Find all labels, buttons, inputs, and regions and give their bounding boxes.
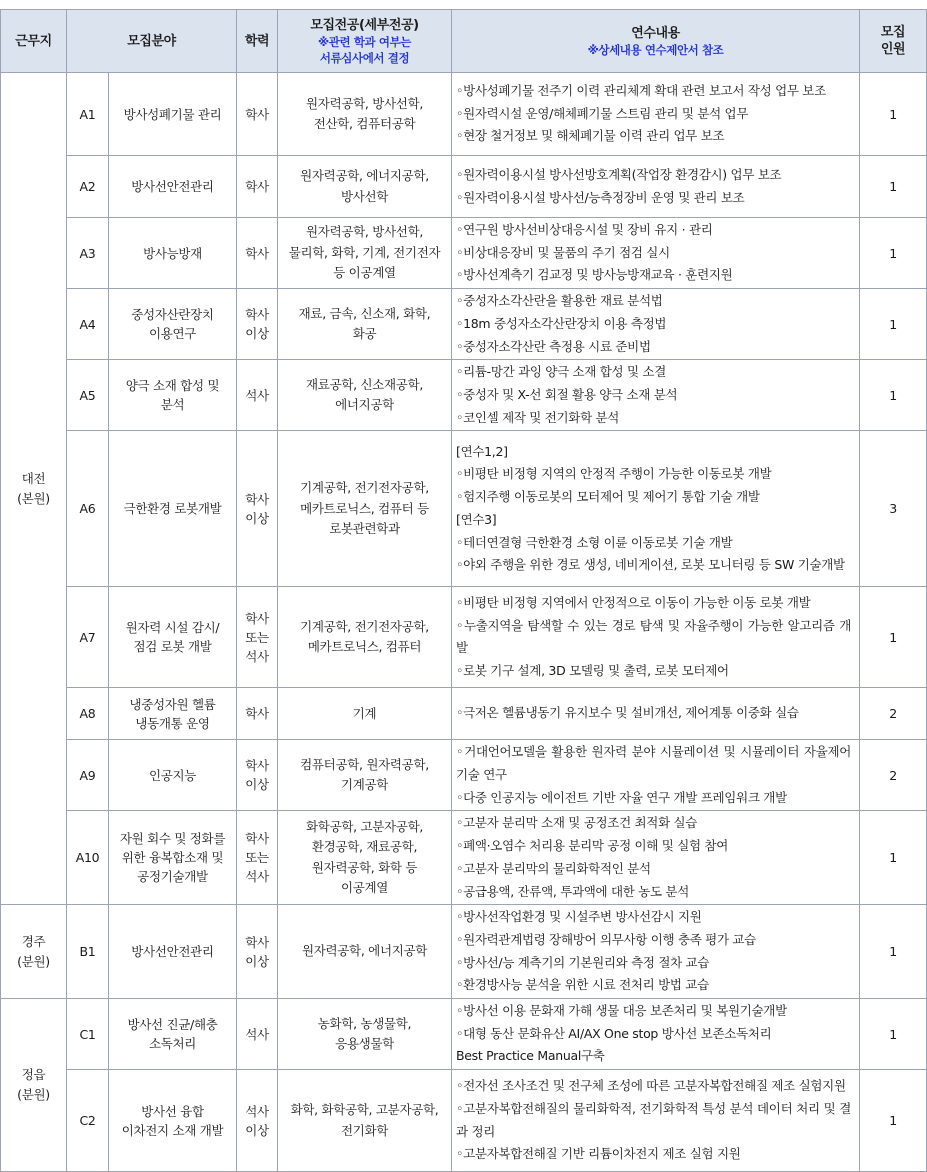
- field-code: C1: [67, 999, 109, 1070]
- cell-line: 학사: [245, 934, 269, 950]
- content-cell: [452, 156, 860, 218]
- cell-line: 석사: [245, 387, 269, 403]
- count-cell: 1: [860, 289, 927, 360]
- cell-line: 메카트로닉스, 컴퓨터 등: [300, 500, 429, 516]
- count-cell: 2: [860, 688, 927, 740]
- cell-line: 기계공학, 전기전자공학,: [300, 618, 429, 634]
- count-cell: 1: [860, 905, 927, 999]
- content-cell: [452, 289, 860, 360]
- cell-line: 이상: [245, 777, 269, 793]
- cell-line: 양극 소재 합성 및: [125, 378, 220, 394]
- header-major-title: 모집전공(세부전공): [310, 17, 419, 33]
- cell-line: 방사선 진균/해충: [127, 1017, 218, 1033]
- cell-line: ◦중성자 및 X-선 회절 활용 양극 소재 분석: [456, 386, 678, 402]
- location-type: (분원): [17, 1087, 50, 1103]
- cell-line: ◦공급용액, 잔류액, 투과액에 대한 농도 분석: [456, 883, 689, 899]
- field-name: [109, 811, 237, 905]
- major-cell: [278, 431, 452, 587]
- cell-line: 방사선안전관리: [131, 944, 214, 960]
- degree-cell: [237, 156, 278, 218]
- degree-cell: [237, 360, 278, 431]
- content-cell: [452, 218, 860, 289]
- table-row: [1, 360, 927, 431]
- field-name: [109, 587, 237, 688]
- cell-line: ◦로봇 기구 설계, 3D 모델링 및 출력, 로봇 모터제어: [456, 663, 729, 679]
- cell-line: ◦험지주행 이동로봇의 모터제어 및 제어기 통합 기술 개발: [456, 489, 760, 505]
- location-type: (분원): [17, 953, 50, 969]
- field-name: [109, 360, 237, 431]
- content-cell: [452, 587, 860, 688]
- degree-cell: [237, 905, 278, 999]
- cell-line: 중성자산란장치: [131, 307, 214, 323]
- major-cell: [278, 688, 452, 740]
- major-cell: [278, 360, 452, 431]
- cell-line: 원자력공학, 에너지공학,: [300, 168, 429, 183]
- cell-line: 학사: [245, 491, 269, 507]
- field-code: A9: [67, 740, 109, 811]
- table-row: [1, 688, 927, 740]
- cell-line: 응용생물학: [335, 1036, 394, 1052]
- cell-line: ◦환경방사능 분석을 위한 시료 전처리 방법 교습: [456, 977, 709, 993]
- cell-line: 기계: [352, 705, 377, 721]
- cell-line: 분석: [160, 397, 185, 413]
- field-code: A2: [67, 156, 109, 218]
- cell-line: 화공: [352, 326, 377, 342]
- field-code: A7: [67, 587, 109, 688]
- cell-line: ◦고분자 분리막의 물리화학적인 분석: [456, 860, 651, 876]
- table-row: [1, 156, 927, 218]
- cell-line: ◦원자력시설 운영/해체폐기물 스트림 관리 및 분석 업무: [456, 105, 749, 121]
- cell-line: ◦비평탄 비정형 지역에서 안정적으로 이동이 가능한 이동 로봇 개발: [456, 594, 811, 610]
- cell-line: 학사: [245, 831, 269, 847]
- cell-line: [연수1,2]: [456, 443, 508, 459]
- degree-cell: [237, 73, 278, 156]
- field-code: A1: [67, 73, 109, 156]
- cell-line: [연수3]: [456, 511, 497, 527]
- content-cell: [452, 1070, 860, 1172]
- major-cell: [278, 73, 452, 156]
- count-cell: 1: [860, 999, 927, 1070]
- header-field: 모집분야: [67, 10, 237, 73]
- header-location: 근무지: [1, 10, 67, 73]
- cell-line: 냉중성자원 헬륨: [129, 696, 216, 712]
- field-name: [109, 73, 237, 156]
- cell-line: ◦18m 중성자소각산란장치 이용 측정법: [456, 315, 667, 331]
- cell-line: 석사: [245, 648, 269, 664]
- cell-line: ◦폐액·오염수 처리용 분리막 공정 이해 및 실험 참여: [456, 838, 728, 854]
- table-row: [1, 905, 927, 999]
- field-name: [109, 218, 237, 289]
- cell-line: 석사: [245, 1103, 269, 1119]
- cell-line: 메카트로닉스, 컴퓨터: [307, 639, 422, 655]
- cell-line: 물리학, 화학, 기계, 전기전자: [288, 244, 441, 260]
- location-name: 경주: [21, 933, 46, 949]
- major-cell: [278, 811, 452, 905]
- content-cell: [452, 999, 860, 1070]
- major-cell: [278, 905, 452, 999]
- cell-line: ◦원자력이용시설 방사선방호계획(작업장 환경감시) 업무 보조: [456, 166, 782, 182]
- field-code: A8: [67, 688, 109, 740]
- major-cell: [278, 156, 452, 218]
- cell-line: 농화학, 농생물학,: [317, 1015, 412, 1031]
- field-code: A5: [67, 360, 109, 431]
- header-count-line: 인원: [880, 42, 906, 57]
- count-cell: 1: [860, 360, 927, 431]
- cell-line: ◦리튬-망간 과잉 양극 소재 합성 및 소결: [456, 364, 666, 380]
- table-body: [1, 73, 927, 1172]
- cell-line: 학사: [245, 610, 269, 626]
- table-row: [1, 431, 927, 587]
- cell-line: 원자력공학, 화학 등: [311, 859, 418, 875]
- major-cell: [278, 999, 452, 1070]
- content-cell: [452, 688, 860, 740]
- major-cell: [278, 289, 452, 360]
- cell-line: ◦고분자복합전해질의 물리화학적, 전기화학적 특성 분석 데이터 처리 및 결과 정리: [456, 1100, 852, 1139]
- location-name: 정읍: [21, 1067, 46, 1083]
- cell-line: 화학공학, 고분자공학,: [306, 818, 424, 834]
- major-cell: [278, 587, 452, 688]
- header-degree: 학력: [237, 10, 278, 73]
- field-code: B1: [67, 905, 109, 999]
- degree-cell: [237, 740, 278, 811]
- cell-line: Best Practice Manual구축: [456, 1048, 605, 1064]
- degree-cell: [237, 431, 278, 587]
- field-code: A3: [67, 218, 109, 289]
- cell-line: 화학, 화학공학, 고분자공학,: [290, 1102, 439, 1118]
- header-content-title: 연수내용: [631, 25, 680, 41]
- cell-line: 석사: [245, 1026, 269, 1042]
- cell-line: 공정기술개발: [137, 869, 208, 885]
- location-name: 대전: [21, 470, 46, 486]
- location-cell: [1, 73, 67, 905]
- cell-line: ◦원자력관계법령 장해방어 의무사항 이행 충족 평가 교습: [456, 931, 756, 947]
- cell-line: 원자력공학, 방사선학,: [306, 224, 424, 240]
- cell-line: 이용연구: [148, 326, 197, 342]
- table-row: [1, 1070, 927, 1172]
- cell-line: 냉동개통 운영: [135, 715, 210, 731]
- content-cell: [452, 431, 860, 587]
- field-name: [109, 688, 237, 740]
- content-cell: [452, 811, 860, 905]
- field-code: A6: [67, 431, 109, 587]
- cell-line: ◦고분자복합전해질 기반 리튬이차전지 제조 실험 지원: [456, 1146, 741, 1162]
- header-content: [452, 10, 860, 73]
- cell-line: 이상: [245, 510, 269, 526]
- cell-line: 극한환경 로봇개발: [123, 501, 222, 517]
- cell-line: ◦코인셀 제작 및 전기화학 분석: [456, 409, 620, 425]
- cell-line: 학사: [245, 706, 269, 722]
- degree-cell: [237, 218, 278, 289]
- count-cell: 2: [860, 740, 927, 811]
- cell-line: 방사능방재: [143, 245, 202, 261]
- major-cell: [278, 740, 452, 811]
- content-cell: [452, 905, 860, 999]
- cell-line: 이공계열: [340, 880, 389, 896]
- count-cell: 1: [860, 73, 927, 156]
- content-cell: [452, 360, 860, 431]
- cell-line: ◦중성자소각산란을 활용한 재료 분석법: [456, 293, 663, 309]
- cell-line: 재료공학, 신소재공학,: [306, 376, 424, 392]
- major-cell: [278, 1070, 452, 1172]
- field-name: [109, 289, 237, 360]
- cell-line: 학사: [245, 307, 269, 323]
- cell-line: 점검 로봇 개발: [133, 639, 212, 655]
- cell-line: 기계공학: [340, 777, 389, 793]
- count-cell: 1: [860, 1070, 927, 1172]
- cell-line: 학사: [245, 245, 269, 261]
- cell-line: 재료, 금속, 신소재, 화학,: [298, 305, 431, 321]
- table-row: [1, 811, 927, 905]
- cell-line: 석사: [245, 869, 269, 885]
- cell-line: 자원 회수 및 정화를: [119, 831, 226, 847]
- header-major: [278, 10, 452, 73]
- cell-line: ◦거대언어모델을 활용한 원자력 분야 시뮬레이션 및 시뮬레이터 자율제어 기술 연구: [456, 744, 852, 783]
- cell-line: ◦비상대응장비 및 물품의 주기 점검 실시: [456, 244, 670, 260]
- cell-line: 로봇관련학과: [329, 521, 400, 537]
- field-name: [109, 740, 237, 811]
- cell-line: 소독처리: [148, 1036, 197, 1052]
- table-row: [1, 73, 927, 156]
- count-cell: 1: [860, 811, 927, 905]
- field-name: [109, 156, 237, 218]
- cell-line: ◦대형 동산 문화유산 AI/AX One stop 방사선 보존소독처리: [456, 1025, 772, 1041]
- field-code: A4: [67, 289, 109, 360]
- cell-line: 원자력공학, 에너지공학: [301, 943, 428, 959]
- header-content-note: ※상세내용 연수제안서 참조: [587, 42, 724, 57]
- cell-line: ◦누출지역을 탐색할 수 있는 경로 탐색 및 자율주행이 가능한 알고리즘 개발: [456, 617, 852, 656]
- cell-line: ◦고분자 분리막 소재 및 공정조건 최적화 실습: [456, 815, 698, 831]
- cell-line: ◦원자력이용시설 방사선/능측정장비 운영 및 관리 보조: [456, 189, 745, 205]
- content-cell: [452, 73, 860, 156]
- field-code: C2: [67, 1070, 109, 1172]
- cell-line: ◦테더연결형 극한환경 소형 이륜 이동로봇 기술 개발: [456, 534, 733, 550]
- cell-line: 학사: [245, 106, 269, 122]
- cell-line: ◦극저온 헬륨냉동기 유지보수 및 설비개선, 제어계통 이중화 실습: [456, 705, 799, 721]
- major-cell: [278, 218, 452, 289]
- cell-line: 컴퓨터공학, 원자력공학,: [300, 756, 429, 772]
- header-major-note: 서류심사에서 결정: [319, 50, 410, 65]
- cell-line: ◦방사성폐기물 전주기 이력 관리체계 확대 관련 보고서 작성 업무 보조: [456, 82, 826, 98]
- content-cell: [452, 740, 860, 811]
- field-name: [109, 1070, 237, 1172]
- cell-line: 원자력공학, 방사선학,: [306, 95, 424, 111]
- cell-line: 방사선학: [340, 188, 389, 204]
- cell-line: 이차전지 소재 개발: [121, 1122, 224, 1138]
- count-cell: 1: [860, 218, 927, 289]
- cell-line: 또는: [245, 629, 269, 645]
- cell-line: ◦방사선 이용 문화재 가해 생물 대응 보존처리 및 복원기술개발: [456, 1003, 787, 1019]
- cell-line: ◦비평탄 비정형 지역의 안정적 주행이 가능한 이동로봇 개발: [456, 466, 772, 482]
- cell-line: 학사: [245, 179, 269, 194]
- count-cell: 1: [860, 156, 927, 218]
- location-cell: [1, 999, 67, 1172]
- cell-line: 또는: [245, 850, 269, 866]
- cell-line: 기계공학, 전기전자공학,: [300, 480, 429, 496]
- cell-line: ◦현장 철거정보 및 해체폐기물 이력 관리 업무 보조: [456, 128, 725, 144]
- count-cell: 1: [860, 587, 927, 688]
- degree-cell: [237, 811, 278, 905]
- cell-line: 원자력 시설 감시/: [125, 620, 220, 636]
- cell-line: 학사: [245, 758, 269, 774]
- cell-line: 방사선안전관리: [131, 179, 214, 194]
- cell-line: ◦방사선/능 계측기의 기본원리와 측정 절차 교습: [456, 954, 710, 970]
- recruitment-table: [0, 9, 927, 1172]
- count-cell: 3: [860, 431, 927, 587]
- header-row: [1, 10, 927, 73]
- degree-cell: [237, 999, 278, 1070]
- cell-line: ◦중성자소각산란 측정용 시료 준비법: [456, 338, 651, 354]
- cell-line: 방사성폐기물 관리: [123, 106, 222, 122]
- header-count: [860, 10, 927, 73]
- table-row: [1, 289, 927, 360]
- header-count-line: 모집: [880, 25, 906, 40]
- field-name: [109, 999, 237, 1070]
- table-row: [1, 740, 927, 811]
- cell-line: 위한 융복합소재 및: [121, 850, 224, 866]
- location-cell: [1, 905, 67, 999]
- cell-line: 에너지공학: [335, 397, 394, 413]
- degree-cell: [237, 1070, 278, 1172]
- header-major-note: ※관련 학과 여부는: [318, 34, 411, 49]
- table-row: [1, 587, 927, 688]
- location-type: (본원): [17, 490, 50, 506]
- degree-cell: [237, 587, 278, 688]
- table-row: [1, 218, 927, 289]
- table-row: [1, 999, 927, 1070]
- cell-line: 전산학, 컴퓨터공학: [313, 116, 416, 131]
- cell-line: 방사선 융합: [141, 1103, 204, 1119]
- cell-line: 전기화학: [340, 1122, 389, 1138]
- degree-cell: [237, 688, 278, 740]
- cell-line: ◦다중 인공지능 에이전트 기반 자율 연구 개발 프레임워크 개발: [456, 789, 787, 805]
- field-name: [109, 431, 237, 587]
- cell-line: ◦전자선 조사조건 및 전구체 조성에 따른 고분자복합전해질 제조 실험지원: [456, 1078, 846, 1094]
- cell-line: 인공지능: [148, 767, 197, 783]
- field-name: [109, 905, 237, 999]
- cell-line: 환경공학, 재료공학,: [311, 839, 418, 855]
- degree-cell: [237, 289, 278, 360]
- cell-line: 이상: [245, 326, 269, 342]
- cell-line: ◦방사선계측기 검교정 및 방사능방재교육 · 훈련지원: [456, 267, 733, 283]
- cell-line: ◦방사선작업환경 및 시설주변 방사선감시 지원: [456, 909, 702, 925]
- cell-line: 이상: [245, 1122, 269, 1138]
- cell-line: 등 이공계열: [333, 265, 396, 281]
- cell-line: ◦연구원 방사선비상대응시설 및 장비 유지 · 관리: [456, 222, 713, 237]
- cell-line: 이상: [245, 953, 269, 969]
- cell-line: ◦야외 주행을 위한 경로 생성, 네비게이션, 로봇 모니터링 등 SW 기술개발: [456, 557, 845, 573]
- field-code: A10: [67, 811, 109, 905]
